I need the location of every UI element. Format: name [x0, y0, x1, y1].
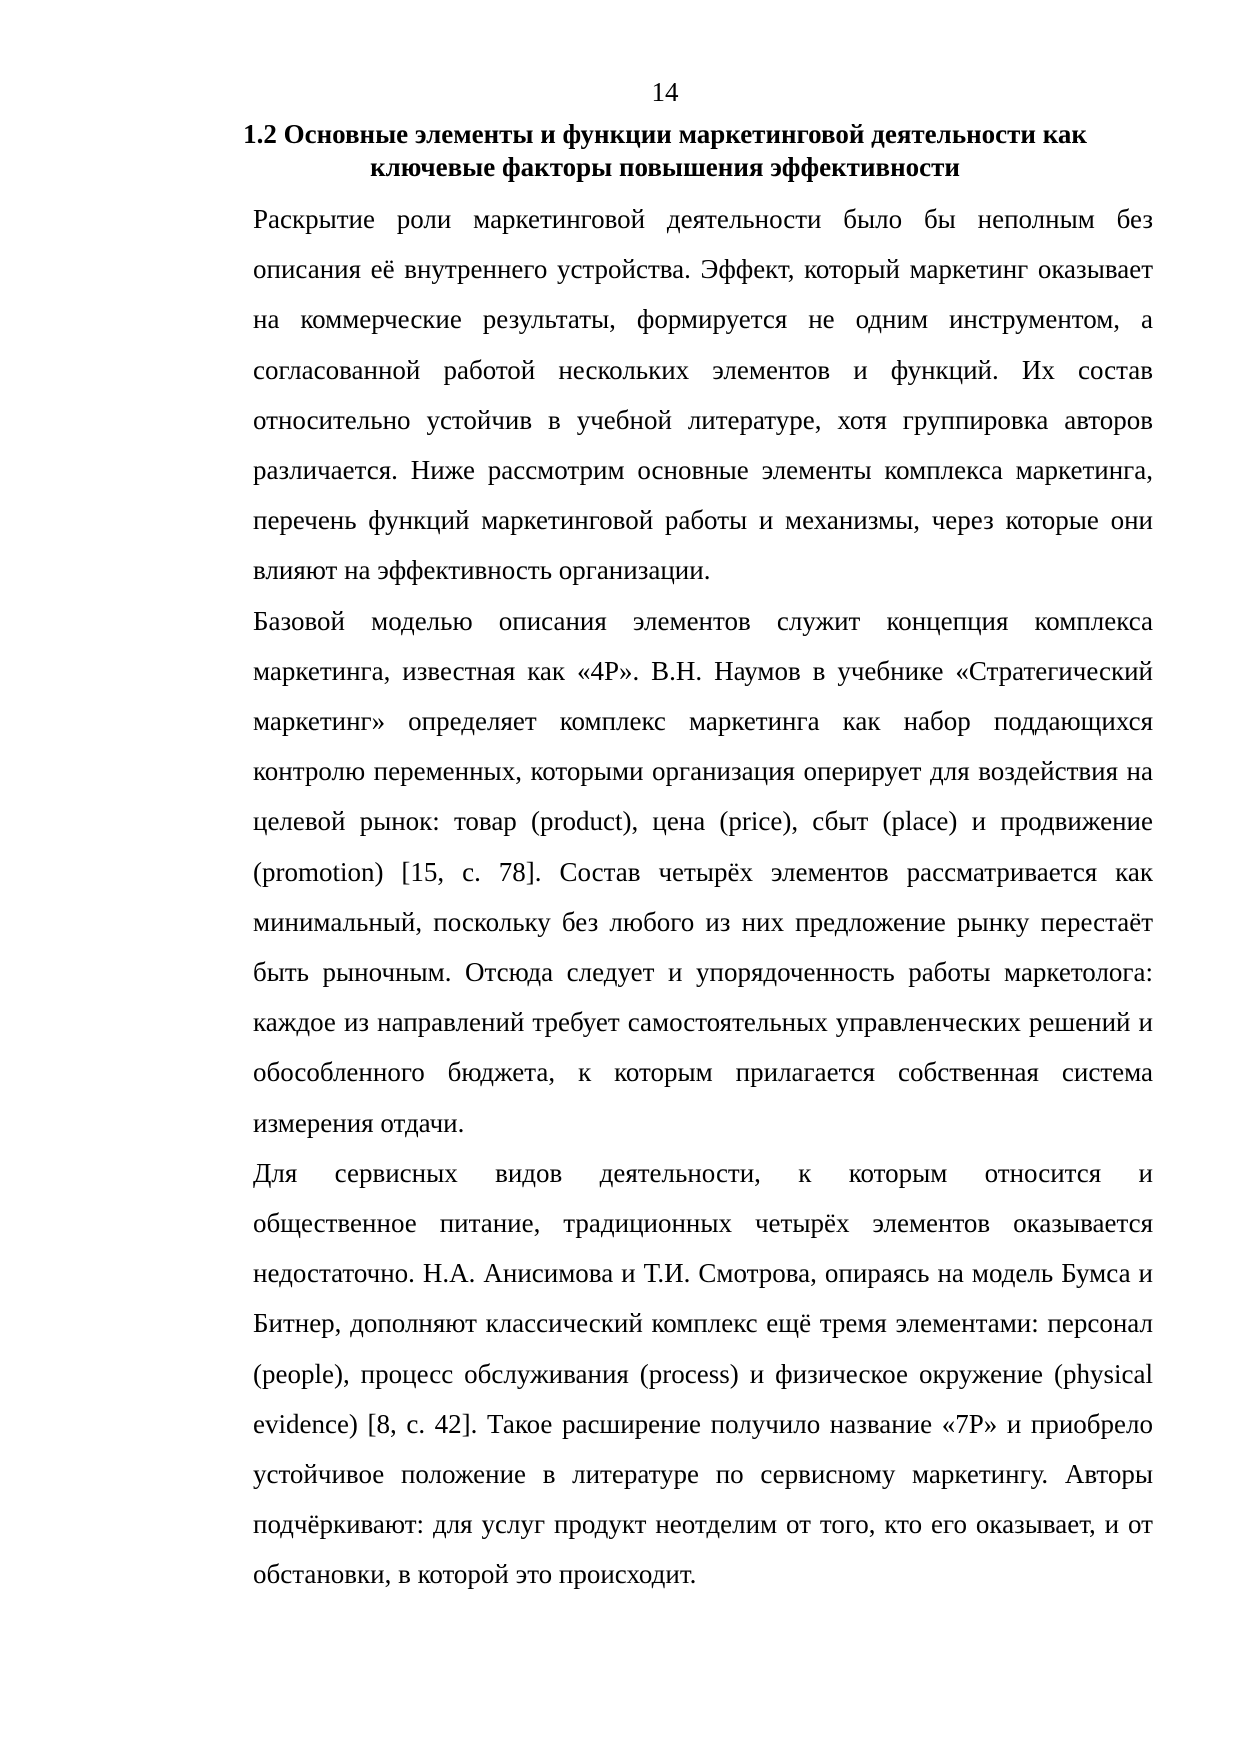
text-line: Базовой моделью описания элементов служит концепция комплекса: [253, 605, 1153, 636]
section-heading: [177, 118, 1153, 184]
paragraph: [177, 1148, 1153, 1600]
paragraph: [177, 596, 1153, 1148]
text-line: маркетинг» определяет комплекс маркетинга как набор поддающихся: [253, 706, 1153, 737]
text-line: различается. Ниже рассмотрим основные элементы комплекса маркетинга,: [253, 455, 1153, 486]
text-line: на коммерческие результаты, формируется не одним инструментом, а: [253, 304, 1153, 335]
section-heading-line: ключевые факторы повышения эффективности: [370, 152, 960, 182]
section-heading-line: 1.2 Основные элементы и функции маркетинговой деятельности как: [243, 119, 1087, 149]
text-line: устойчивое положение в литературе по сервисному маркетингу. Авторы: [253, 1459, 1153, 1490]
text-line: evidence) [8, с. 42]. Такое расширение получило название «7P» и приобрело: [253, 1408, 1153, 1439]
text-line: общественное питание, традиционных четырёх элементов оказывается: [253, 1208, 1153, 1239]
text-line: контролю переменных, которыми организация оперирует для воздействия на: [253, 756, 1153, 787]
text-line: минимальный, поскольку без любого из них предложение рынку перестаёт: [253, 906, 1153, 937]
body-text: [177, 194, 1153, 1600]
text-line: недостаточно. Н.А. Анисимова и Т.И. Смотрова, опираясь на модель Бумса и: [253, 1258, 1153, 1289]
text-line: согласованной работой нескольких элементов и функций. Их состав: [253, 354, 1153, 385]
text-line: маркетинга, известная как «4P». В.Н. Наумов в учебнике «Стратегический: [253, 655, 1153, 686]
text-line: относительно устойчив в учебной литературе, хотя группировка авторов: [253, 404, 1153, 435]
text-line: (people), процесс обслуживания (process) и физическое окружение (physical: [253, 1358, 1153, 1389]
text-line: измерения отдачи.: [253, 1107, 465, 1138]
text-line: перечень функций маркетинговой работы и механизмы, через которые они: [253, 505, 1153, 536]
text-line: каждое из направлений требует самостоятельных управленческих решений и: [253, 1007, 1153, 1038]
text-line: быть рыночным. Отсюда следует и упорядоченность работы маркетолога:: [253, 957, 1153, 988]
text-line: подчёркивают: для услуг продукт неотделим от того, кто его оказывает, и от: [253, 1509, 1153, 1540]
text-line: влияют на эффективность организации.: [253, 555, 711, 586]
text-line: описания её внутреннего устройства. Эффект, который маркетинг оказывает: [253, 254, 1153, 285]
text-line: целевой рынок: товар (product), цена (price), сбыт (place) и продвижение: [253, 806, 1153, 837]
text-line: Для сервисных видов деятельности, к которым относится и: [253, 1157, 1153, 1188]
text-line: обстановки, в которой это происходит.: [253, 1559, 697, 1590]
text-line: обособленного бюджета, к которым прилагается собственная система: [253, 1057, 1153, 1088]
page-number: 14: [651, 77, 679, 107]
paragraph: [177, 194, 1153, 596]
text-line: (promotion) [15, с. 78]. Состав четырёх элементов рассматривается как: [253, 856, 1153, 887]
text-line: Раскрытие роли маркетинговой деятельности было бы неполным без: [253, 204, 1153, 234]
text-line: Битнер, дополняют классический комплекс ещё тремя элементами: персонал: [253, 1308, 1153, 1339]
